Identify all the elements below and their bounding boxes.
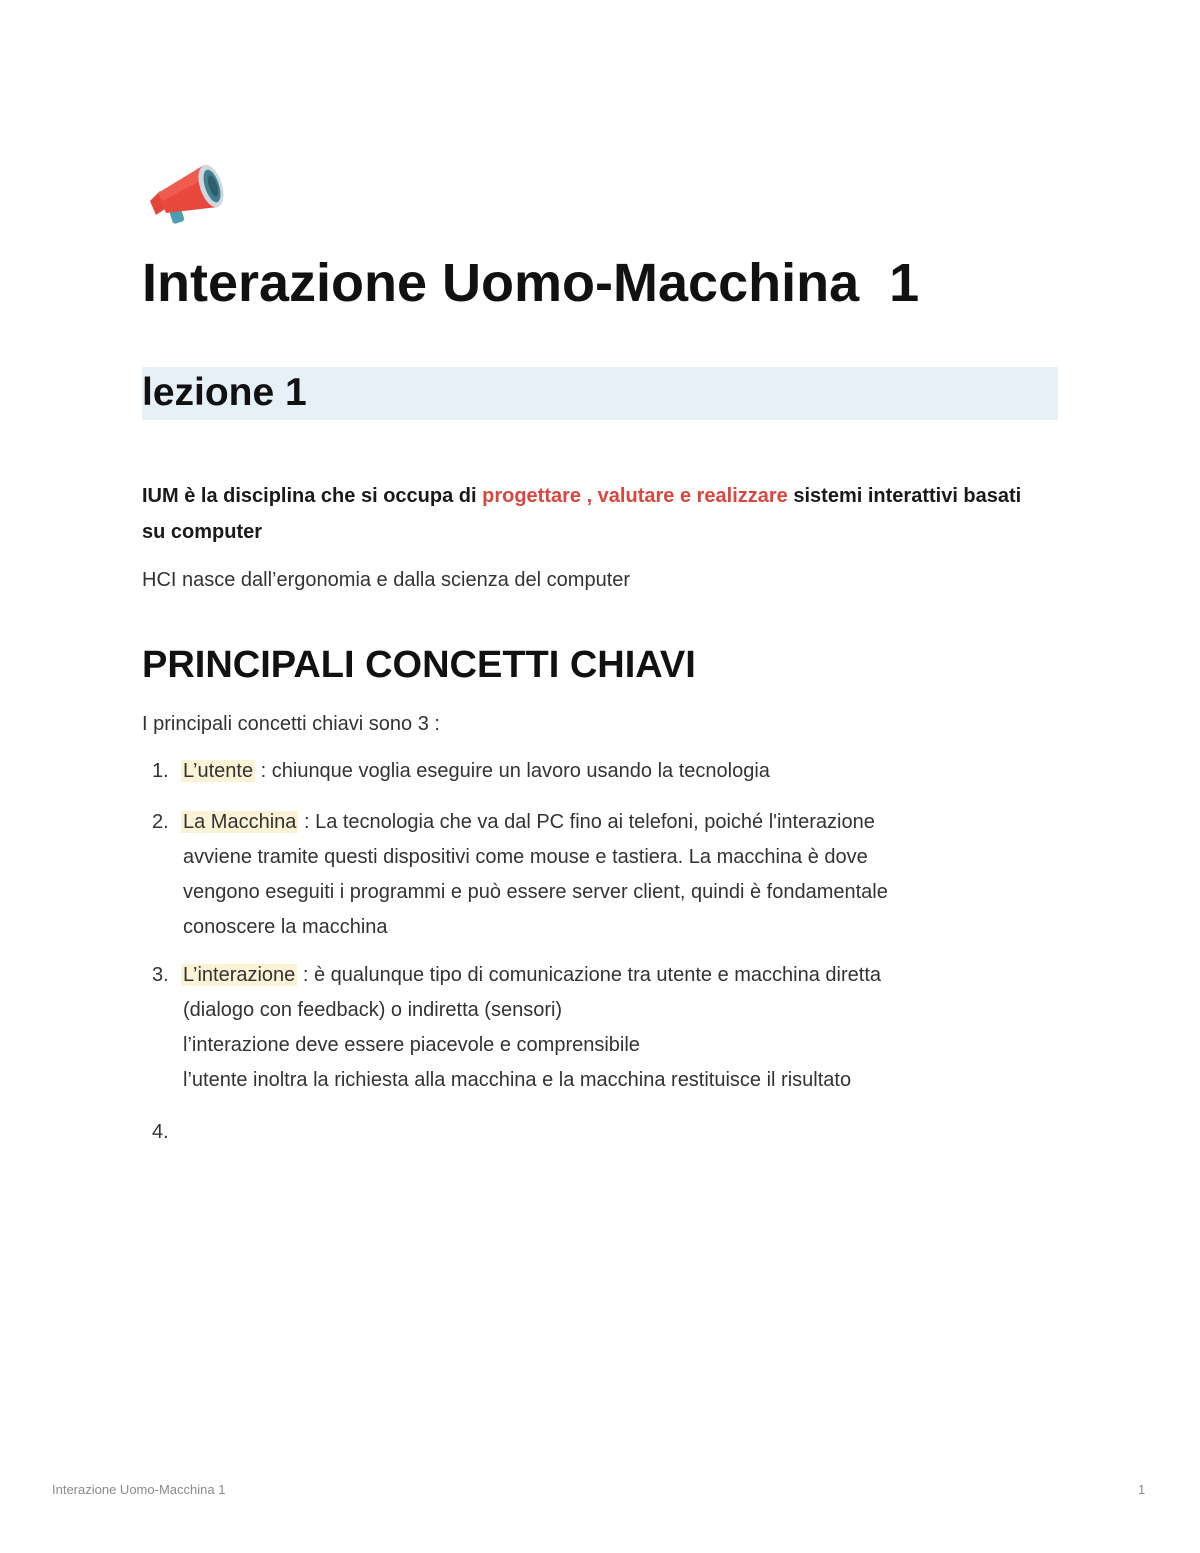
section-header-block — [142, 367, 1058, 420]
section-title: lezione 1 — [142, 371, 307, 414]
list-item-line: conoscere la macchina — [183, 916, 388, 938]
list-item-number: 3. — [152, 964, 169, 986]
list-item-term: L’utente — [183, 760, 254, 782]
list-item-body — [183, 805, 1043, 945]
list-item-line: avviene tramite questi dispositivi come mouse e tastiera. La macchina è dove — [183, 846, 868, 868]
list-item-text: : è qualunque tipo di comunicazione tra utente e macchina diretta — [297, 964, 882, 986]
list-item-line — [183, 805, 1043, 840]
list-item-line: l’interazione deve essere piacevole e comprensibile — [183, 1034, 640, 1056]
list-item-text: : chiunque voglia eseguire un lavoro usando la tecnologia — [255, 760, 770, 782]
document-title: Interazione Uomo-Macchina 1 — [142, 253, 920, 313]
list-item-term: La Macchina — [183, 811, 297, 833]
list-item-line: (dialogo con feedback) o indiretta (sensori) — [183, 999, 563, 1021]
list-item-line — [183, 958, 1043, 993]
list-item-number: 4. — [152, 1121, 169, 1143]
list-item-body — [183, 754, 1043, 789]
list-item-body — [183, 958, 1043, 1098]
list-item-line: l’utente inoltra la richiesta alla macchina e la macchina restituisce il risultato — [183, 1069, 852, 1091]
definition-paragraph — [142, 478, 1042, 550]
footer-document-name: Interazione Uomo-Macchina 1 — [52, 1482, 226, 1497]
concepts-heading: PRINCIPALI CONCETTI CHIAVI — [142, 644, 696, 686]
definition-text-end: sistemi interattivi basati su computer — [142, 485, 1022, 543]
list-item-number: 2. — [152, 811, 169, 833]
definition-text-start: IUM è la disciplina che si occupa di — [142, 485, 483, 507]
list-item-term: L’interazione — [183, 964, 296, 986]
hci-origin-text: HCI nasce dall’ergonomia e dalla scienza del computer — [142, 569, 631, 591]
list-item-text: : La tecnologia che va dal PC fino ai telefoni, poiché l'interazione — [298, 811, 875, 833]
concepts-intro: I principali concetti chiavi sono 3 : — [142, 713, 440, 735]
footer-page-number: 1 — [1138, 1482, 1146, 1497]
definition-highlight: progettare , valutare e realizzare — [482, 485, 788, 507]
list-item-line: vengono eseguiti i programmi e può essere server client, quindi è fondamentale — [183, 881, 888, 903]
megaphone-icon — [142, 155, 232, 230]
list-item-number: 1. — [152, 760, 169, 782]
